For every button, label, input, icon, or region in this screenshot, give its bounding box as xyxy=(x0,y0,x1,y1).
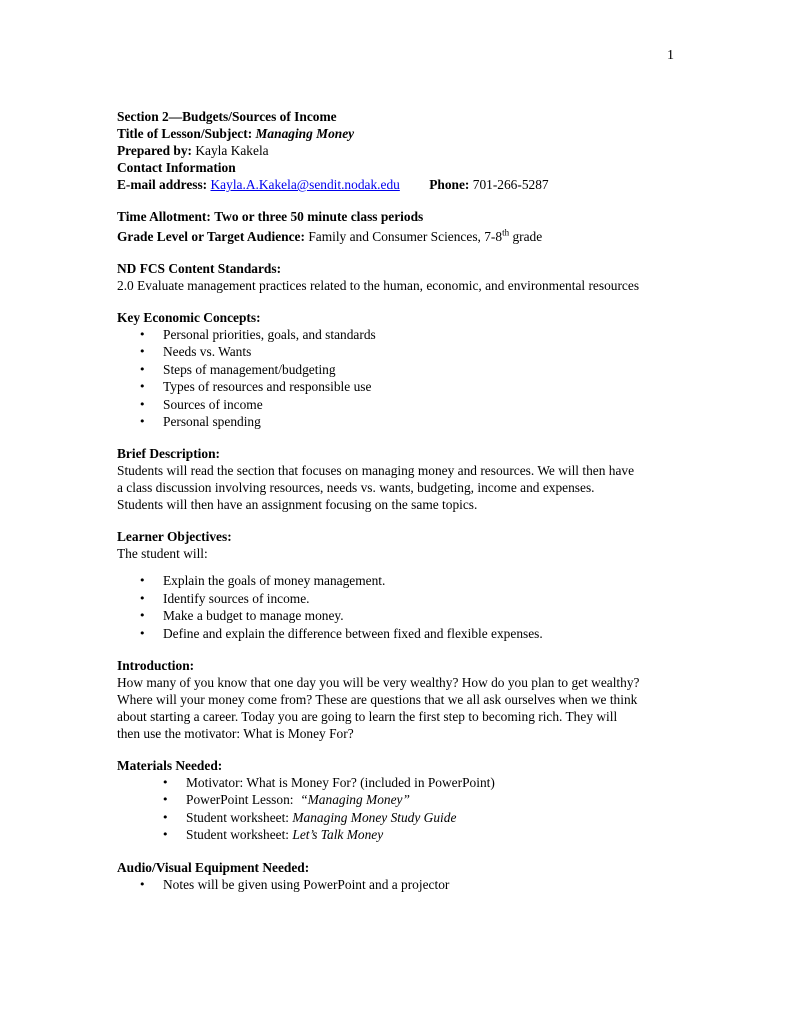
prepared-by-line xyxy=(117,142,687,159)
lesson-title-label: Title of Lesson/Subject: xyxy=(117,126,253,141)
lesson-title-line xyxy=(117,125,687,142)
section-title: Section 2—Budgets/Sources of Income xyxy=(117,109,337,124)
material-worksheet-title: Let’s Talk Money xyxy=(292,827,384,843)
list-item xyxy=(117,826,687,843)
introduction-line: about starting a career. Today you are going to learn the first step to becoming rich. They will xyxy=(117,709,618,725)
list-item: • Explain the goals of money management. xyxy=(117,572,687,589)
materials-list xyxy=(117,774,687,844)
material-powerpoint-title: “Managing Money” xyxy=(300,792,410,808)
grade-level-suffix: grade xyxy=(512,229,543,244)
prepared-by-value: Kayla Kakela xyxy=(195,143,269,158)
list-item: • Identify sources of income. xyxy=(117,590,687,607)
lesson-plan-document xyxy=(117,108,687,893)
materials-heading: Materials Needed: xyxy=(117,758,223,774)
objectives-intro: The student will: xyxy=(117,546,208,562)
phone-label: Phone: xyxy=(429,177,470,192)
list-item: • Steps of management/budgeting xyxy=(117,361,687,378)
list-item: • Notes will be given using PowerPoint and a projector xyxy=(117,876,687,893)
list-item: • Define and explain the difference between fixed and flexible expenses. xyxy=(117,625,687,642)
material-worksheet-label: Student worksheet: xyxy=(186,827,290,843)
grade-level-label: Grade Level or Target Audience: xyxy=(117,229,305,244)
introduction-line: Where will your money come from? These are questions that we all ask ourselves when we think xyxy=(117,692,638,708)
time-allotment-line xyxy=(117,208,687,225)
list-item xyxy=(117,809,687,826)
list-item xyxy=(117,791,687,808)
description-heading: Brief Description: xyxy=(117,446,221,462)
time-allotment-value: Two or three 50 minute class periods xyxy=(214,209,424,224)
lesson-title-value: Managing Money xyxy=(255,126,355,141)
material-worksheet-title: Managing Money Study Guide xyxy=(292,809,457,825)
concepts-heading: Key Economic Concepts: xyxy=(117,310,261,325)
list-item: • Personal priorities, goals, and standards xyxy=(117,326,687,343)
list-item: • Types of resources and responsible use xyxy=(117,378,687,395)
introduction-heading: Introduction: xyxy=(117,658,195,674)
time-allotment-label: Time Allotment: xyxy=(117,209,211,224)
phone-value: 701-266-5287 xyxy=(472,177,549,192)
material-motivator: Motivator: What is Money For? (included in PowerPoint) xyxy=(186,775,495,791)
objectives-list xyxy=(117,572,687,642)
email-label: E-mail address: xyxy=(117,177,208,192)
contact-line xyxy=(117,176,687,193)
contact-heading: Contact Information xyxy=(117,160,236,175)
prepared-by-label: Prepared by: xyxy=(117,143,193,158)
standards-heading: ND FCS Content Standards: xyxy=(117,261,282,276)
introduction-line: then use the motivator: What is Money For? xyxy=(117,726,354,742)
grade-level-value: Family and Consumer Sciences, 7-8 xyxy=(308,229,503,244)
list-item: • Make a budget to manage money. xyxy=(117,607,687,624)
email-link[interactable]: Kayla.A.Kakela@sendit.nodak.edu xyxy=(210,177,400,192)
material-powerpoint-label: PowerPoint Lesson: xyxy=(186,792,294,808)
list-item: • Sources of income xyxy=(117,396,687,413)
grade-level-superscript: th xyxy=(502,227,510,238)
list-item xyxy=(117,774,687,791)
introduction-line: How many of you know that one day you will be very wealthy? How do you plan to get wealthy? xyxy=(117,675,640,691)
standards-text: 2.0 Evaluate management practices related to the human, economic, and environmental resources xyxy=(117,278,640,293)
description-line: a class discussion involving resources, needs vs. wants, budgeting, income and expenses. xyxy=(117,480,595,496)
description-line: Students will then have an assignment focusing on the same topics. xyxy=(117,497,478,513)
list-item: • Personal spending xyxy=(117,413,687,430)
grade-level-line xyxy=(117,228,687,245)
list-item: • Needs vs. Wants xyxy=(117,343,687,360)
objectives-heading: Learner Objectives: xyxy=(117,529,232,545)
equipment-list xyxy=(117,876,687,893)
page-number: 1 xyxy=(667,48,674,63)
material-worksheet-label: Student worksheet: xyxy=(186,809,290,825)
concepts-list xyxy=(117,326,687,430)
description-line: Students will read the section that focuses on managing money and resources. We will then have xyxy=(117,463,635,479)
equipment-heading: Audio/Visual Equipment Needed: xyxy=(117,859,310,875)
